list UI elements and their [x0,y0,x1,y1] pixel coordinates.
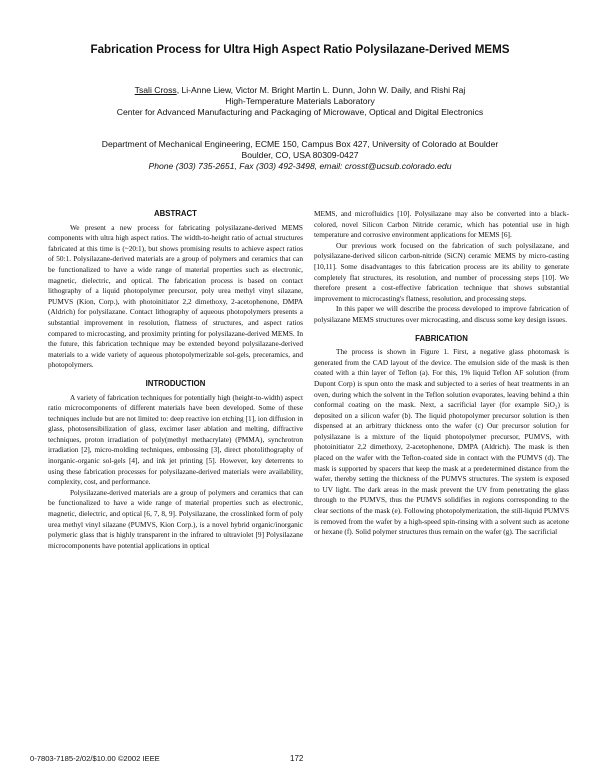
abstract-heading: ABSTRACT [154,209,197,218]
copyright-notice: 0-7803-7185-2/02/$10.00 ©2002 IEEE [30,754,160,763]
department-line: Department of Mechanical Engineering, ECME 150, Campus Box 427, University of Colorado at Boulder [101,139,499,149]
paper-title: Fabrication Process for Ultra High Aspect Ratio Polysilazane-Derived MEMS [90,43,510,56]
author-block [0,85,600,118]
body-paragraph: In this paper we will describe the process developed to improve fabrication of polysilazane MEMS structures over microcasting, and discuss some key design issues. [314,304,569,324]
page-number: 172 [290,754,304,763]
affiliation-lab: High-Temperature Materials Laboratory [225,96,375,106]
abstract-text: We present a new process for fabricating polysilazane-derived MEMS components with ultra high aspect ratios. The width-to-height ratio of actual structures fabricated at this time is (~20:1), but shows promising results to achieve aspect ratios of 50:1. Polysilazane-derived materials are a group of polymers and ceramics that can be functionalized to have a wide range of material properties such as electronic, magnetic, dielectric, and optical. The fabrication process is based on contact lithography of a liquid photopolymer precursor, poly urea methyl vinyl silazane, PUMVS (Kion, Corp.), with photoinitiator 2,2 dimethoxy, 2-acetophenone, DMPA (Aldrich) for polysilazane. Contact lithography of aqueous photopolymers presents a substantial improvement in resolution, flatness of structures, and aspect ratios compared to microcasting, and proximity printing for polysilazane-derived MEMS. In the future, this fabrication technique may be extended beyond polysilazane-derived materials to a wide variety of aqueous photopolymerizable sol-gels, preceramics, and photopolymers. [48,222,303,370]
intro-paragraph: A variety of fabrication techniques for potentially high (height-to-width) aspect ratio microcomponents of different materials have been developed. Some of these techniques include but are not limited to: deep reactive ion etching [1], ion diffusion in glass, photosensibilization of glass, excimer laser ablation and melting, diffractive techniques, proton irradiation of poly(methyl methacrylate) (PMMA), synchrotron irradiation [2], micro-molding techniques, embossing [3], direct photolithography of inorganic-organic sol-gels [4], and ink jet printing [5]. However, key deterrents to using these fabrication processes for polysilazane-derived materials were availability, complexity, cost, and performance. [48,392,303,487]
continued-paragraph: MEMS, and microfluidics [10]. Polysilazane may also be converted into a black-colored, novel Silicon Carbon Nitride ceramic, which has potential use in high temperature and corrosive environment applications for MEMS [6]. [314,209,569,240]
body-paragraph: Our previous work focused on the fabrication of such polysilazane, and polysilazane-derived silicon carbon-nitride (SiCN) ceramic MEMS by micro-casting [10,11]. Some disadvantages to this fabrication process are its ability to generate completely flat structures, its resolution, and number of processing steps [10]. We therefore present a cost-effective fabrication technique that shows substantial improvement to microcasting's flatness, resolution, and processing steps. [314,240,569,303]
affiliation-center: Center for Advanced Manufacturing and Packaging of Microwave, Optical and Digital Electronics [116,107,484,117]
city-line: Boulder, CO, USA 80309-0427 [241,150,359,160]
address-block [0,139,600,172]
author-list [0,85,600,96]
intro-paragraph: Polysilazane-derived materials are a group of polymers and ceramics that can be functionalized to have a wide range of material properties such as electronic, magnetic, dielectric, and optical [6, 7, 8, 9]. Polysilazane, the crosslinked form of poly urea methyl vinyl silazane (PUMVS, Kion Corp.), is a novel hybrid organic/inorganic polymeric glass that is highly transparent in the infrared to ultraviolet [9] Polysilazane microcomponents have potential applications in optical [48,487,303,550]
fabrication-text: The process is shown in Figure 1. First, a negative glass photomask is generated from the CAD layout of the device. The emulsion side of the mask is then coated with a thin layer of Teflon (a). For this, 1% liquid Teflon AF solution (from Dupont Corp) is spun onto the mask and subjected to a series of heat treatments in an oven, during which the solvent in the Teflon solution evaporates, leaving behind a thin conformal coating on the mask. Next, a sacrificial layer (for example SiO₂) is deposited on a silicon wafer (b). The liquid photopolymer precursor solution is then dispensed at an arbitrary thickness onto the wafer (c) Our precursor solution for polysilazane is a mixture of the liquid photopolymer precursor, PUMVS, with photoinitiator 2,2 dimethoxy, 2-acetophenone, DMPA (Aldrich). The mask is then placed on the wafer with the Teflon-coated side in contact with the PUMVS (d). The mask is supported by spacers that keep the mask at a predetermined distance from the wafer, thereby setting the thickness of the PUMVS structures. The system is exposed to UV light. The dark areas in the mask prevent the UV from penetrating the glass through to the PUMVS, thus the PUMVS solidifies in regions corresponding to the clear sections of the mask (e). Following photopolymerization, the still-liquid PUMVS is removed from the wafer by a high-speed spin-rinsing with a solvent such as acetone or hexane (f). Solid polymer structures thus remain on the wafer (g). The sacrificial [314,347,569,537]
introduction-heading: INTRODUCTION [145,378,206,388]
lead-author: Tsali Cross [134,85,177,95]
fabrication-heading: FABRICATION [415,333,468,343]
contact-line: Phone (303) 735-2651, Fax (303) 492-3498, email: crosst@ucsub.colorado.edu [148,161,452,171]
right-column [314,209,569,538]
co-authors: , Li-Anne Liew, Victor M. Bright Martin L. Dunn, John W. Daily, and Rishi Raj [176,85,466,95]
left-column [48,209,303,551]
